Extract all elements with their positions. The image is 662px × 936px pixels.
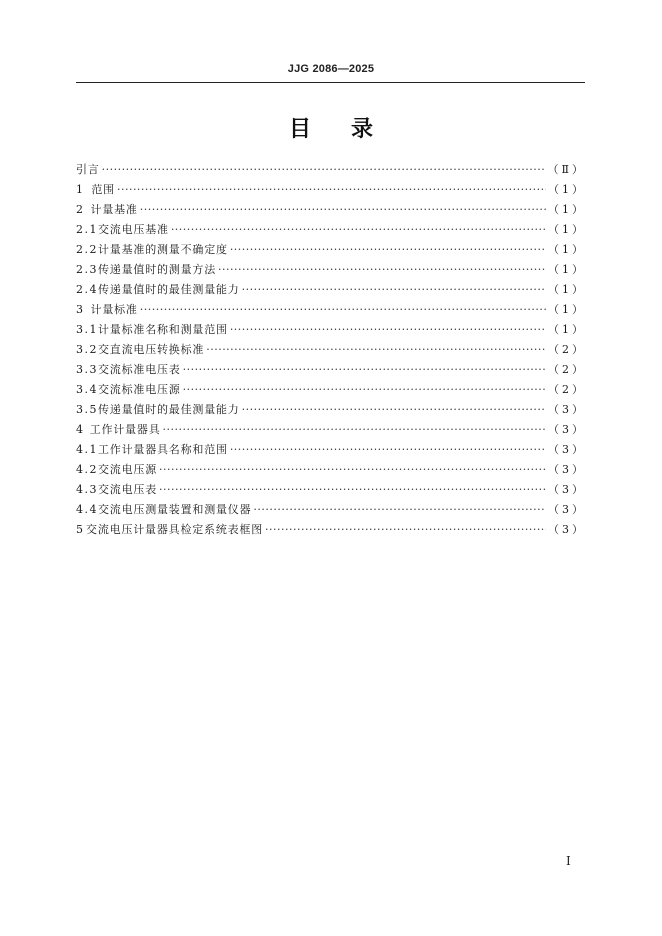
toc-entry-title: 计量标准 <box>90 303 138 316</box>
toc-entry-number: 4.3 <box>76 483 98 496</box>
toc-entry-title: 传递量值时的测量方法 <box>98 263 216 276</box>
toc-entry-3-2[interactable] <box>76 340 586 360</box>
toc-entry-4-4[interactable] <box>76 500 586 520</box>
toc-entry-3-4[interactable] <box>76 380 586 400</box>
toc-leader-dots <box>230 320 546 340</box>
toc-entry-2-2[interactable] <box>76 240 586 260</box>
toc-entry-title: 交直流电压转换标准 <box>98 343 205 356</box>
toc-entry-page: （2） <box>548 363 586 376</box>
document-code-header: JJG 2086—2025 <box>287 63 375 75</box>
toc-entry-number: 4.1 <box>76 443 98 456</box>
toc-entry-page: （1） <box>548 283 586 296</box>
toc-entry-page: （1） <box>548 223 586 236</box>
toc-entry-2-3[interactable] <box>76 260 586 280</box>
toc-entry-title: 交流电压测量装置和测量仪器 <box>98 503 252 516</box>
toc-entry-page: （3） <box>548 523 586 536</box>
toc-entry-title: 交流电压计量器具检定系统表框图 <box>86 523 264 536</box>
toc-entry-preface[interactable] <box>76 160 586 180</box>
toc-entry-4[interactable] <box>76 420 586 440</box>
toc-entry-title: 交流标准电压源 <box>98 383 181 396</box>
toc-entry-title: 传递量值时的最佳测量能力 <box>98 283 240 296</box>
toc-entry-title: 工作计量器具 <box>89 423 161 436</box>
toc-entry-page: （1） <box>548 323 586 336</box>
toc-entry-title: 引言 <box>76 163 100 176</box>
toc-entry-number: 2 <box>76 203 85 216</box>
header-divider <box>76 82 585 83</box>
toc-entry-2[interactable] <box>76 200 586 220</box>
toc-entry-1[interactable] <box>76 180 586 200</box>
toc-leader-dots <box>183 360 546 380</box>
toc-entry-page: （3） <box>548 503 586 516</box>
toc-entry-title: 工作计量器具名称和范围 <box>98 443 228 456</box>
toc-entry-number: 4.2 <box>76 463 98 476</box>
page-title: 目录 <box>288 117 413 142</box>
toc-entry-3-3[interactable] <box>76 360 586 380</box>
toc-entry-page: （1） <box>548 183 586 196</box>
toc-entry-page: （1） <box>548 243 586 256</box>
toc-entry-page: （3） <box>548 483 586 496</box>
toc-entry-number: 2.2 <box>76 243 98 256</box>
toc-leader-dots <box>117 180 546 200</box>
toc-leader-dots <box>140 200 546 220</box>
toc-entry-title: 交流电压源 <box>98 463 157 476</box>
toc-entry-3-1[interactable] <box>76 320 586 340</box>
toc-entry-page: （2） <box>548 383 586 396</box>
toc-entry-page: （3） <box>548 403 586 416</box>
toc-entry-number: 3.2 <box>76 343 98 356</box>
toc-entry-page: （Ⅱ） <box>547 163 586 176</box>
table-of-contents <box>76 160 586 540</box>
toc-entry-4-3[interactable] <box>76 480 586 500</box>
toc-entry-4-1[interactable] <box>76 440 586 460</box>
toc-entry-page: （2） <box>548 343 586 356</box>
toc-entry-number: 2.4 <box>76 283 98 296</box>
toc-leader-dots <box>206 340 546 360</box>
toc-entry-number: 2.1 <box>76 223 98 236</box>
toc-entry-title: 计量标准名称和测量范围 <box>98 323 228 336</box>
toc-leader-dots <box>242 400 546 420</box>
toc-entry-title: 交流电压基准 <box>98 223 169 236</box>
toc-entry-5[interactable] <box>76 520 586 540</box>
toc-leader-dots <box>140 300 546 320</box>
toc-entry-title: 计量基准 <box>90 203 138 216</box>
toc-entry-page: （1） <box>548 203 586 216</box>
toc-leader-dots <box>159 480 546 500</box>
toc-entry-2-1[interactable] <box>76 220 586 240</box>
toc-entry-2-4[interactable] <box>76 280 586 300</box>
toc-entry-number: 3.5 <box>76 403 98 416</box>
page-number: Ⅰ <box>566 854 571 868</box>
toc-entry-number: 3.4 <box>76 383 98 396</box>
toc-leader-dots <box>230 240 546 260</box>
toc-entry-page: （3） <box>548 423 586 436</box>
toc-leader-dots <box>253 500 546 520</box>
toc-leader-dots <box>102 160 546 180</box>
toc-entry-number: 4 <box>76 423 85 436</box>
toc-entry-page: （3） <box>548 443 586 456</box>
toc-leader-dots <box>183 380 546 400</box>
toc-leader-dots <box>163 420 546 440</box>
toc-leader-dots <box>230 440 546 460</box>
toc-entry-title: 交流标准电压表 <box>98 363 181 376</box>
toc-entry-number: 3.1 <box>76 323 98 336</box>
toc-entry-title: 传递量值时的最佳测量能力 <box>98 403 240 416</box>
toc-entry-number: 3 <box>76 303 85 316</box>
toc-leader-dots <box>265 520 546 540</box>
toc-entry-number: 1 <box>76 183 85 196</box>
toc-entry-page: （3） <box>548 463 586 476</box>
toc-leader-dots <box>171 220 546 240</box>
toc-entry-3-5[interactable] <box>76 400 586 420</box>
toc-entry-number: 4.4 <box>76 503 98 516</box>
toc-entry-3[interactable] <box>76 300 586 320</box>
toc-leader-dots <box>242 280 546 300</box>
toc-leader-dots <box>218 260 546 280</box>
toc-entry-number: 3.3 <box>76 363 98 376</box>
toc-entry-number: 2.3 <box>76 263 98 276</box>
toc-entry-title: 计量基准的测量不确定度 <box>98 243 228 256</box>
toc-entry-page: （1） <box>548 303 586 316</box>
toc-entry-title: 范围 <box>91 183 115 196</box>
toc-entry-4-2[interactable] <box>76 460 586 480</box>
toc-entry-page: （1） <box>548 263 586 276</box>
toc-entry-title: 交流电压表 <box>98 483 157 496</box>
toc-leader-dots <box>159 460 546 480</box>
toc-entry-number: 5 <box>76 523 85 536</box>
